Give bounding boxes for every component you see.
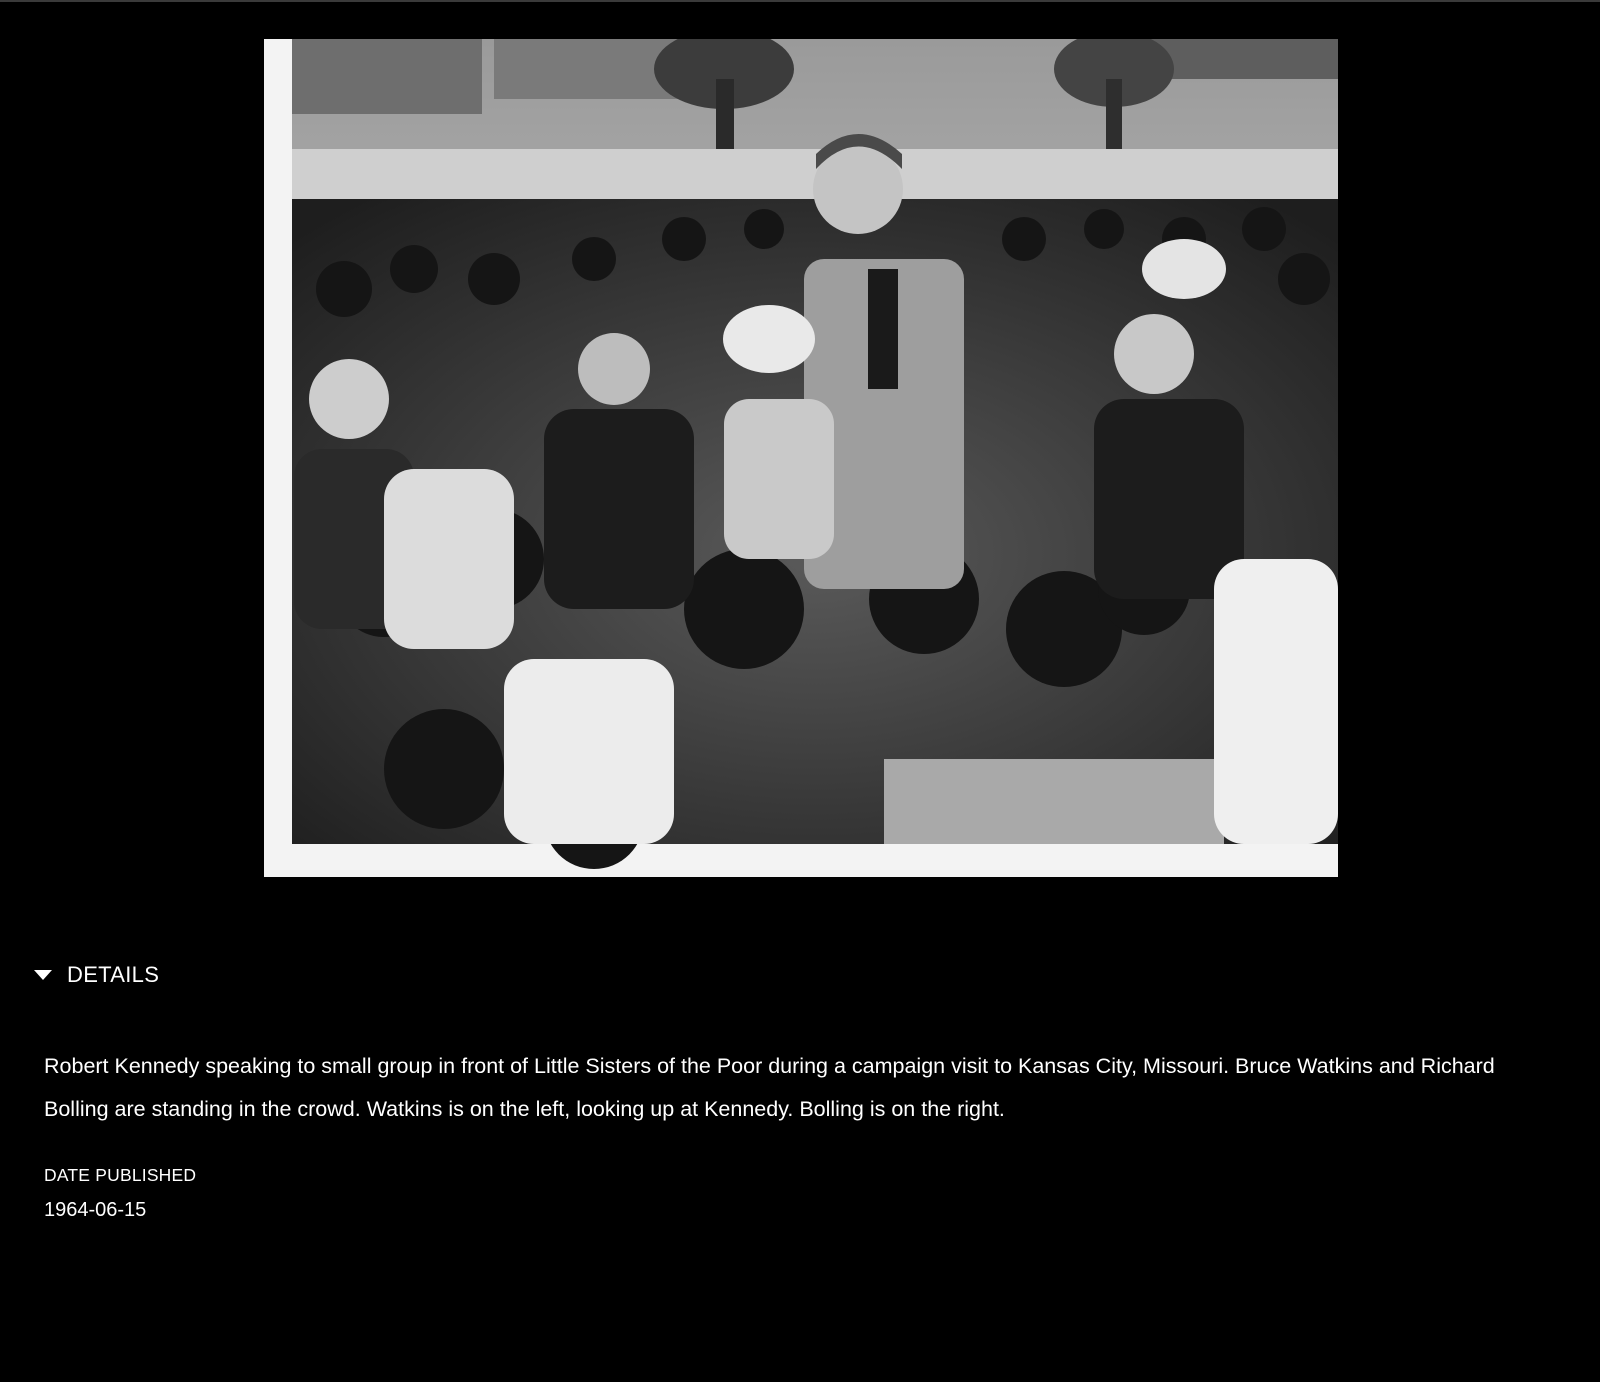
caret-down-icon xyxy=(34,970,52,980)
date-published-label: DATE PUBLISHED xyxy=(44,1165,197,1185)
details-label: DETAILS xyxy=(67,962,160,987)
photo-viewer[interactable] xyxy=(264,39,1338,877)
photograph-image[interactable] xyxy=(264,39,1338,877)
date-published-value: 1964-06-15 xyxy=(44,1199,147,1221)
details-toggle[interactable] xyxy=(34,955,159,995)
description-text: Robert Kennedy speaking to small group in front of Little Sisters of the Poor during a campaign visit to Kansas City, Missouri. Bruce Watkins and Richard Bolling are standing in the crowd. Watkins is on the left, looking up at Kennedy. Bolling is on the right. xyxy=(44,1054,1495,1121)
top-border xyxy=(0,0,1600,2)
